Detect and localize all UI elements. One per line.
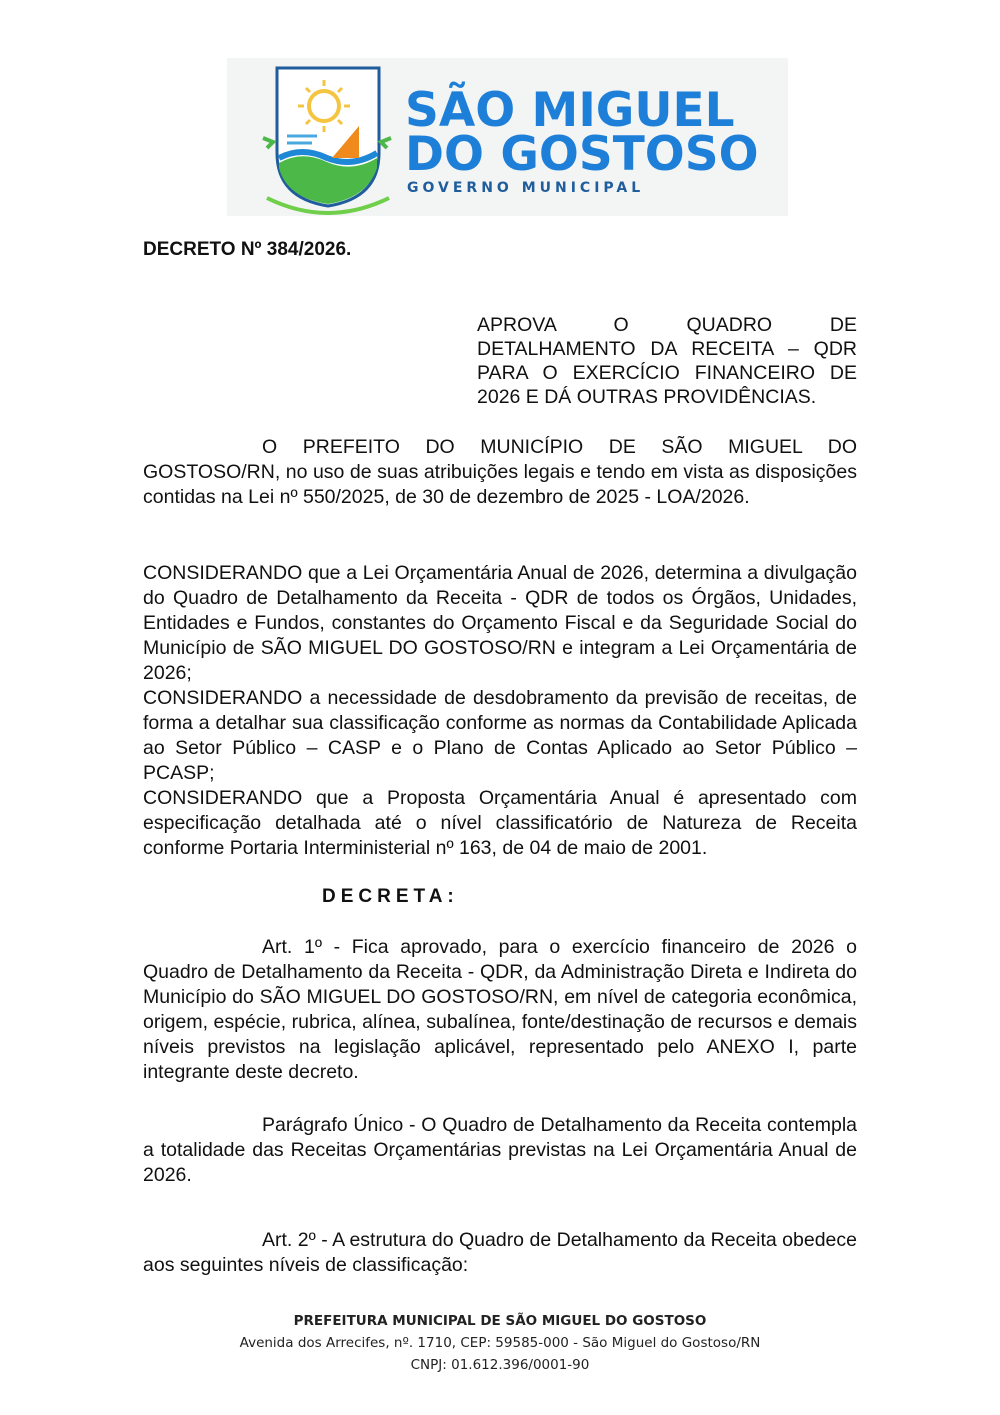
considerando-3: CONSIDERANDO que a Proposta Orçamentária Anual é apresentado com especificação detalhada até o nível classificatório de Natureza de Receita conforme Portaria Interministerial nº 163, de 04 de maio de 2001. bbox=[143, 787, 857, 859]
preamble: O PREFEITO DO MUNICÍPIO DE SÃO MIGUEL DO GOSTOSO/RN, no uso de suas atribuições legais e tendo em vista as disposições contidas na Lei nº 550/2025, de 30 de dezembro de 2025 - LOA/2026. bbox=[143, 436, 857, 508]
footer-cnpj: CNPJ: 01.612.396/0001-90 bbox=[410, 1357, 590, 1373]
considerando-2: CONSIDERANDO a necessidade de desdobramento da previsão de receitas, de forma a detalhar sua classificação conforme as normas da Contabilidade Aplicada ao Setor Público – CASP e o Plano de Contas Aplicado ao Setor Público – PCASP; bbox=[143, 687, 857, 784]
logo-line-1: SÃO MIGUEL bbox=[405, 83, 735, 138]
article-2: Art. 2º - A estrutura do Quadro de Detalhamento da Receita obedece aos seguintes níveis de classificação: bbox=[143, 1229, 857, 1276]
decree-title: DECRETO Nº 384/2026. bbox=[143, 239, 352, 260]
logo-line-2: DO GOSTOSO bbox=[405, 127, 759, 182]
considerando-1: CONSIDERANDO que a Lei Orçamentária Anual de 2026, determina a divulgação do Quadro de Detalhamento da Receita - QDR de todos os Órgãos, Unidades, Entidades e Fundos, constantes do Orçamento Fiscal e da Seguridade Social do Município de SÃO MIGUEL DO GOSTOSO/RN e integram a Lei Orçamentária de 2026; bbox=[143, 562, 857, 684]
page-footer bbox=[0, 1310, 1000, 1376]
decree-summary: APROVA O QUADRO DE DETALHAMENTO DA RECEITA – QDR PARA O EXERCÍCIO FINANCEIRO DE 2026 E DÁ OUTRAS PROVIDÊNCIAS. bbox=[477, 314, 857, 408]
footer-address: Avenida dos Arrecifes, nº. 1710, CEP: 59585-000 - São Miguel do Gostoso/RN bbox=[239, 1335, 761, 1351]
municipal-logo bbox=[227, 58, 788, 216]
considerandos bbox=[143, 561, 857, 861]
logo-line-3: GOVERNO MUNICIPAL bbox=[407, 180, 645, 196]
footer-name: PREFEITURA MUNICIPAL DE SÃO MIGUEL DO GOSTOSO bbox=[293, 1313, 707, 1329]
decreta-heading: DECRETA: bbox=[322, 886, 459, 907]
paragrafo-unico: Parágrafo Único - O Quadro de Detalhamento da Receita contempla a totalidade das Receitas Orçamentárias previstas na Lei Orçamentária Anual de 2026. bbox=[143, 1114, 857, 1186]
article-1: Art. 1º - Fica aprovado, para o exercício financeiro de 2026 o Quadro de Detalhamento da Receita - QDR, da Administração Direta e Indireta do Município do SÃO MIGUEL DO GOSTOSO/RN, em nível de categoria econômica, origem, espécie, rubrica, alínea, subalínea, fonte/destinação de recursos e demais níveis previstos na legislação aplicável, representado pelo ANEXO I, parte integrante deste decreto. bbox=[143, 936, 857, 1083]
